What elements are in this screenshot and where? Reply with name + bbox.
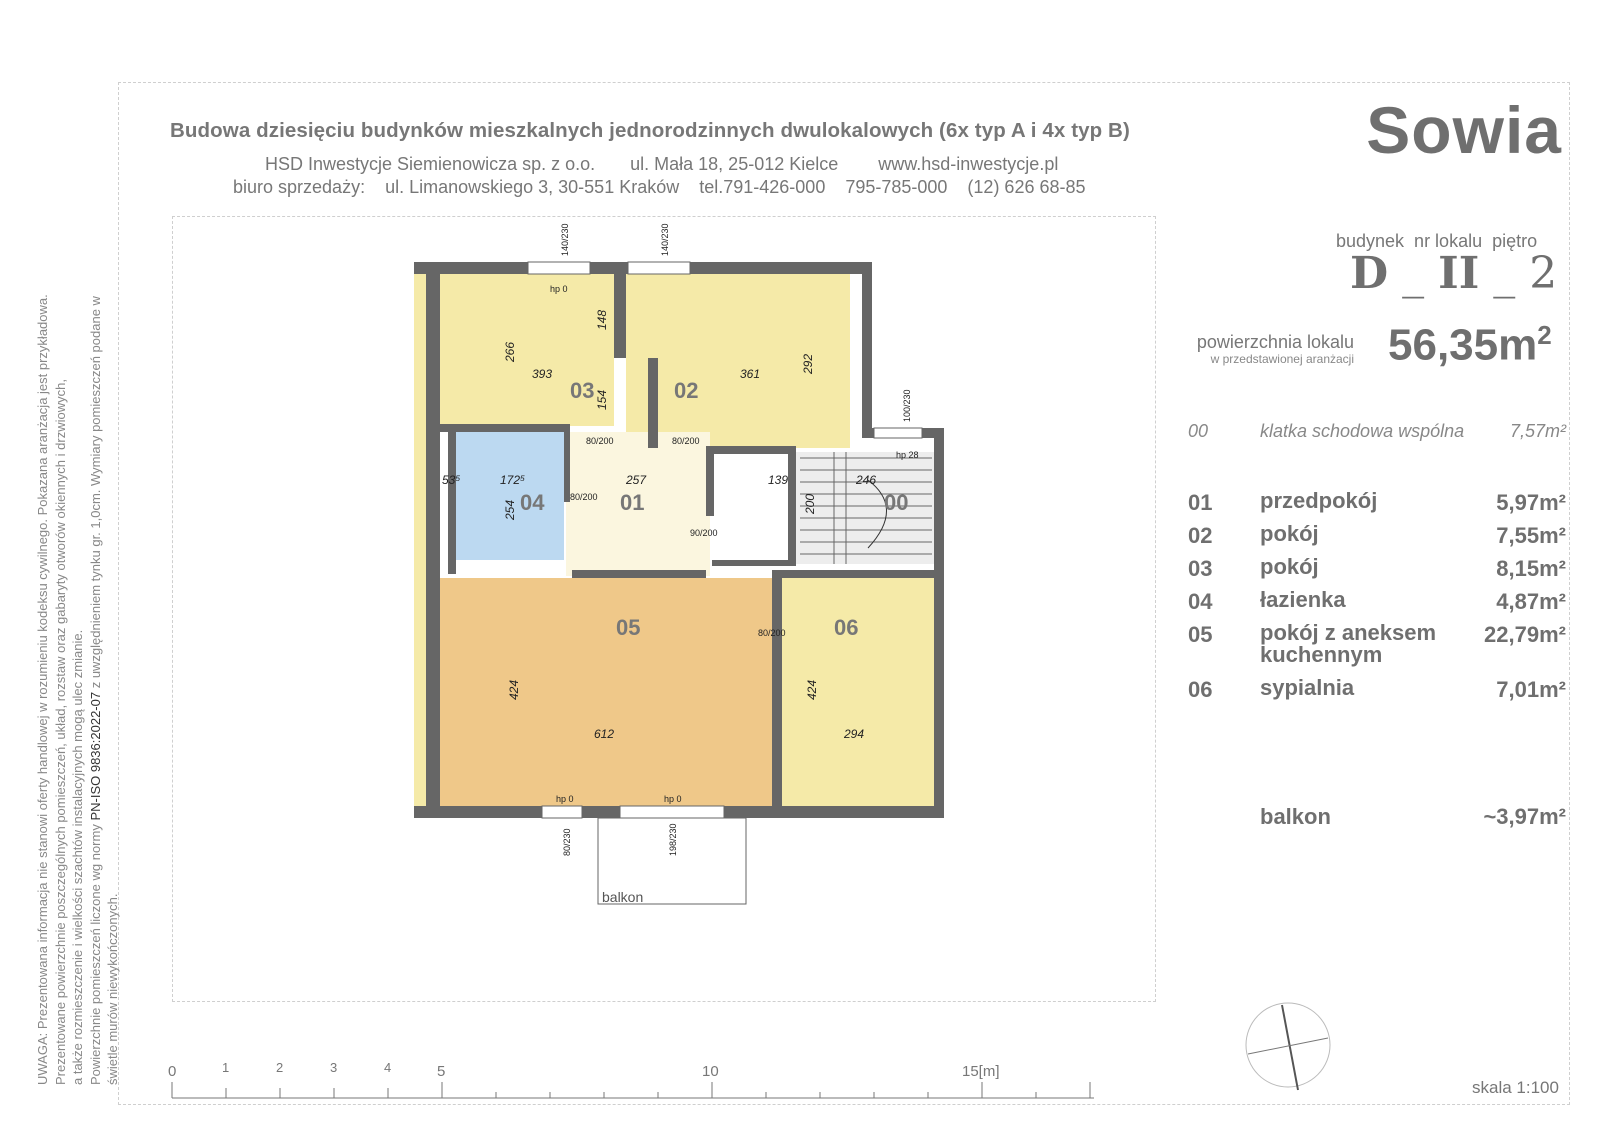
stairs-area: 7,57m²: [1509, 421, 1566, 441]
window-label: 100/230: [902, 389, 912, 422]
wall-stair-left: [712, 446, 796, 454]
room-no: 02: [1188, 523, 1213, 548]
dim: 172⁵: [500, 473, 526, 487]
stairs-name: klatka schodowa wspólna: [1260, 421, 1465, 441]
window-label: 80/230: [562, 828, 572, 856]
room-no-label: 03: [570, 378, 595, 403]
window-label: 198/230: [668, 823, 678, 856]
wall-mid-h1: [440, 424, 570, 432]
dim: 361: [740, 367, 761, 381]
dim: 148: [595, 309, 609, 330]
hall-white: [712, 452, 794, 564]
wall-right-top: [862, 262, 872, 436]
room-no-label: 01: [620, 490, 645, 515]
dim: 254: [503, 499, 517, 520]
brand-name: Sowia: [1366, 93, 1562, 167]
room-05-fill: [440, 578, 772, 806]
room-area: 7,55m²: [1496, 523, 1566, 548]
disclaimer-norm: PN-ISO 9836:2022-07: [87, 691, 103, 821]
room-no-label: 04: [520, 490, 545, 515]
room-no: 05: [1188, 622, 1213, 647]
disclaimer-line-4c: z uwzględnieniem tynku gr. 1,0cm. Wymiary pomieszczeń podane w: [87, 296, 103, 692]
unit-number: II: [1438, 248, 1480, 299]
room-name: przedpokój: [1260, 488, 1378, 513]
hp-label: hp 0: [664, 794, 682, 804]
scale-tick: 1: [222, 1060, 230, 1075]
scale-tick: 15[m]: [962, 1063, 1000, 1080]
dim: 294: [844, 727, 865, 741]
window-05b: [620, 806, 724, 818]
scale-tick: 10: [702, 1063, 719, 1080]
scale-bar: [172, 1082, 1094, 1098]
room-name: łazienka: [1260, 587, 1346, 612]
room-area: 5,97m²: [1496, 490, 1566, 515]
dim: 424: [805, 679, 819, 700]
door-label: 80/200: [570, 492, 598, 502]
stairs-no: 00: [1188, 421, 1209, 441]
window-label: 140/230: [660, 223, 670, 256]
area-number: 56,35m: [1388, 320, 1538, 370]
door-label: 90/200: [690, 528, 718, 538]
window-stair: [874, 428, 922, 438]
room-area: 22,79m²: [1484, 622, 1566, 647]
dim: 53⁵: [442, 473, 461, 487]
disclaimer-line-3: a także rozmieszczenie i wielkości szachtów instalacyjnych mogą ulec zmianie.: [70, 629, 85, 1085]
room-02-fill: [626, 272, 850, 448]
disclaimer-line-1: UWAGA: Prezentowana informacja nie stanowi oferty handlowej w rozumieniu kodeksu cywilnego. Pokazana aranżacja jest przykładowa.: [35, 294, 50, 1085]
room-no: 06: [1188, 677, 1213, 702]
wall-05-06: [772, 570, 782, 816]
dim: 393: [532, 367, 553, 381]
room-no: 03: [1188, 556, 1213, 581]
sep-1: _: [1388, 248, 1439, 299]
dim: 612: [594, 727, 615, 741]
company-info: HSD Inwestycje Siemienowicza sp. z o.o. ul. Mała 18, 25-012 Kielce www.hsd-inwestycje.pl: [265, 154, 1059, 174]
wall-mid-v1b: [648, 358, 658, 448]
unit-labels: budynek nr lokalu piętro: [1336, 231, 1538, 251]
dim: 200: [803, 493, 817, 514]
balcony-name: balkon: [1260, 804, 1331, 829]
balcony-area: ~3,97m²: [1483, 804, 1566, 829]
room-no-label: 02: [674, 378, 699, 403]
room-area: 8,15m²: [1496, 556, 1566, 581]
wall-01-right: [706, 446, 714, 516]
dim: 246: [856, 473, 877, 487]
room-no-label: 00: [884, 490, 909, 515]
wall-hall-bottom: [712, 560, 796, 566]
window-label: 140/230: [560, 223, 570, 256]
wall-right: [934, 428, 944, 816]
sales-office-info: biuro sprzedaży: ul. Limanowskiego 3, 30-551 Kraków tel.791-426-000 795-785-000 (12) 626 68-85: [233, 177, 1086, 197]
area-sup: 2: [1537, 320, 1552, 350]
door-label: 80/200: [758, 628, 786, 638]
area-sublabel: w przedstawionej aranżacji: [1210, 352, 1354, 366]
building-letter: D: [1350, 248, 1389, 299]
scale-ticks: [168, 1060, 1000, 1080]
scale-tick: 5: [437, 1063, 446, 1080]
dim: 266: [503, 341, 517, 362]
room-no: 04: [1188, 589, 1213, 614]
dim: 257: [626, 473, 647, 487]
sep-2: _: [1479, 248, 1530, 299]
room-no-label: 05: [616, 615, 641, 640]
room-area: 4,87m²: [1496, 589, 1566, 614]
window-05a: [542, 806, 582, 818]
scale-tick: 2: [276, 1060, 284, 1075]
room-name: sypialnia: [1260, 675, 1355, 700]
door-label: 80/200: [672, 436, 700, 446]
wall-mid-v1: [614, 272, 626, 358]
wall-06-top: [782, 570, 934, 578]
room-area: 7,01m²: [1496, 677, 1566, 702]
window-02: [628, 262, 690, 274]
hp-label: hp 0: [556, 794, 574, 804]
wall-bath-left: [448, 432, 456, 574]
room-name: pokój: [1260, 521, 1319, 546]
window-03: [528, 262, 590, 274]
dim: 424: [507, 679, 521, 700]
disclaimer-line-4a: Powierzchnie pomieszczeń liczone wg normy: [87, 820, 103, 1085]
hp-label: hp 28: [896, 450, 919, 460]
disclaimer-line-5: świetle murów niewykończonych.: [105, 893, 120, 1085]
scale-label: skala 1:100: [1472, 1078, 1559, 1097]
room-no-label: 06: [834, 615, 859, 640]
wall-left: [426, 262, 440, 818]
room-no: 01: [1188, 490, 1213, 515]
dim: 139: [768, 473, 789, 487]
hp-label: hp 0: [550, 284, 568, 294]
wall-05-top: [572, 570, 706, 578]
room-04-fill: [456, 432, 564, 560]
scale-tick: 3: [330, 1060, 338, 1075]
dim: 154: [595, 389, 609, 410]
scale-tick: 4: [384, 1060, 392, 1075]
project-title: Budowa dziesięciu budynków mieszkalnych jednorodzinnych dwulokalowych (6x typ A i 4x typ B): [170, 119, 1130, 142]
disclaimer-line-2: Prezentowane powierzchnie poszczególnych pomieszczeń, układ, rozstaw oraz gabaryty otworów okiennych i drzwiowych,: [52, 379, 68, 1085]
north-arrow: [1246, 1003, 1330, 1090]
door-label: 80/200: [586, 436, 614, 446]
scale-tick: 0: [168, 1063, 177, 1080]
room-name: pokój: [1260, 554, 1319, 579]
room-name: pokój z aneksem kuchennym: [1260, 620, 1437, 667]
left-strip-fill: [414, 272, 426, 812]
wall-stair-div: [788, 452, 796, 564]
floor-number: 2: [1529, 248, 1558, 299]
balcony-plan-label: balkon: [602, 889, 644, 905]
area-label: powierzchnia lokalu: [1196, 332, 1354, 352]
dim: 292: [801, 353, 815, 374]
